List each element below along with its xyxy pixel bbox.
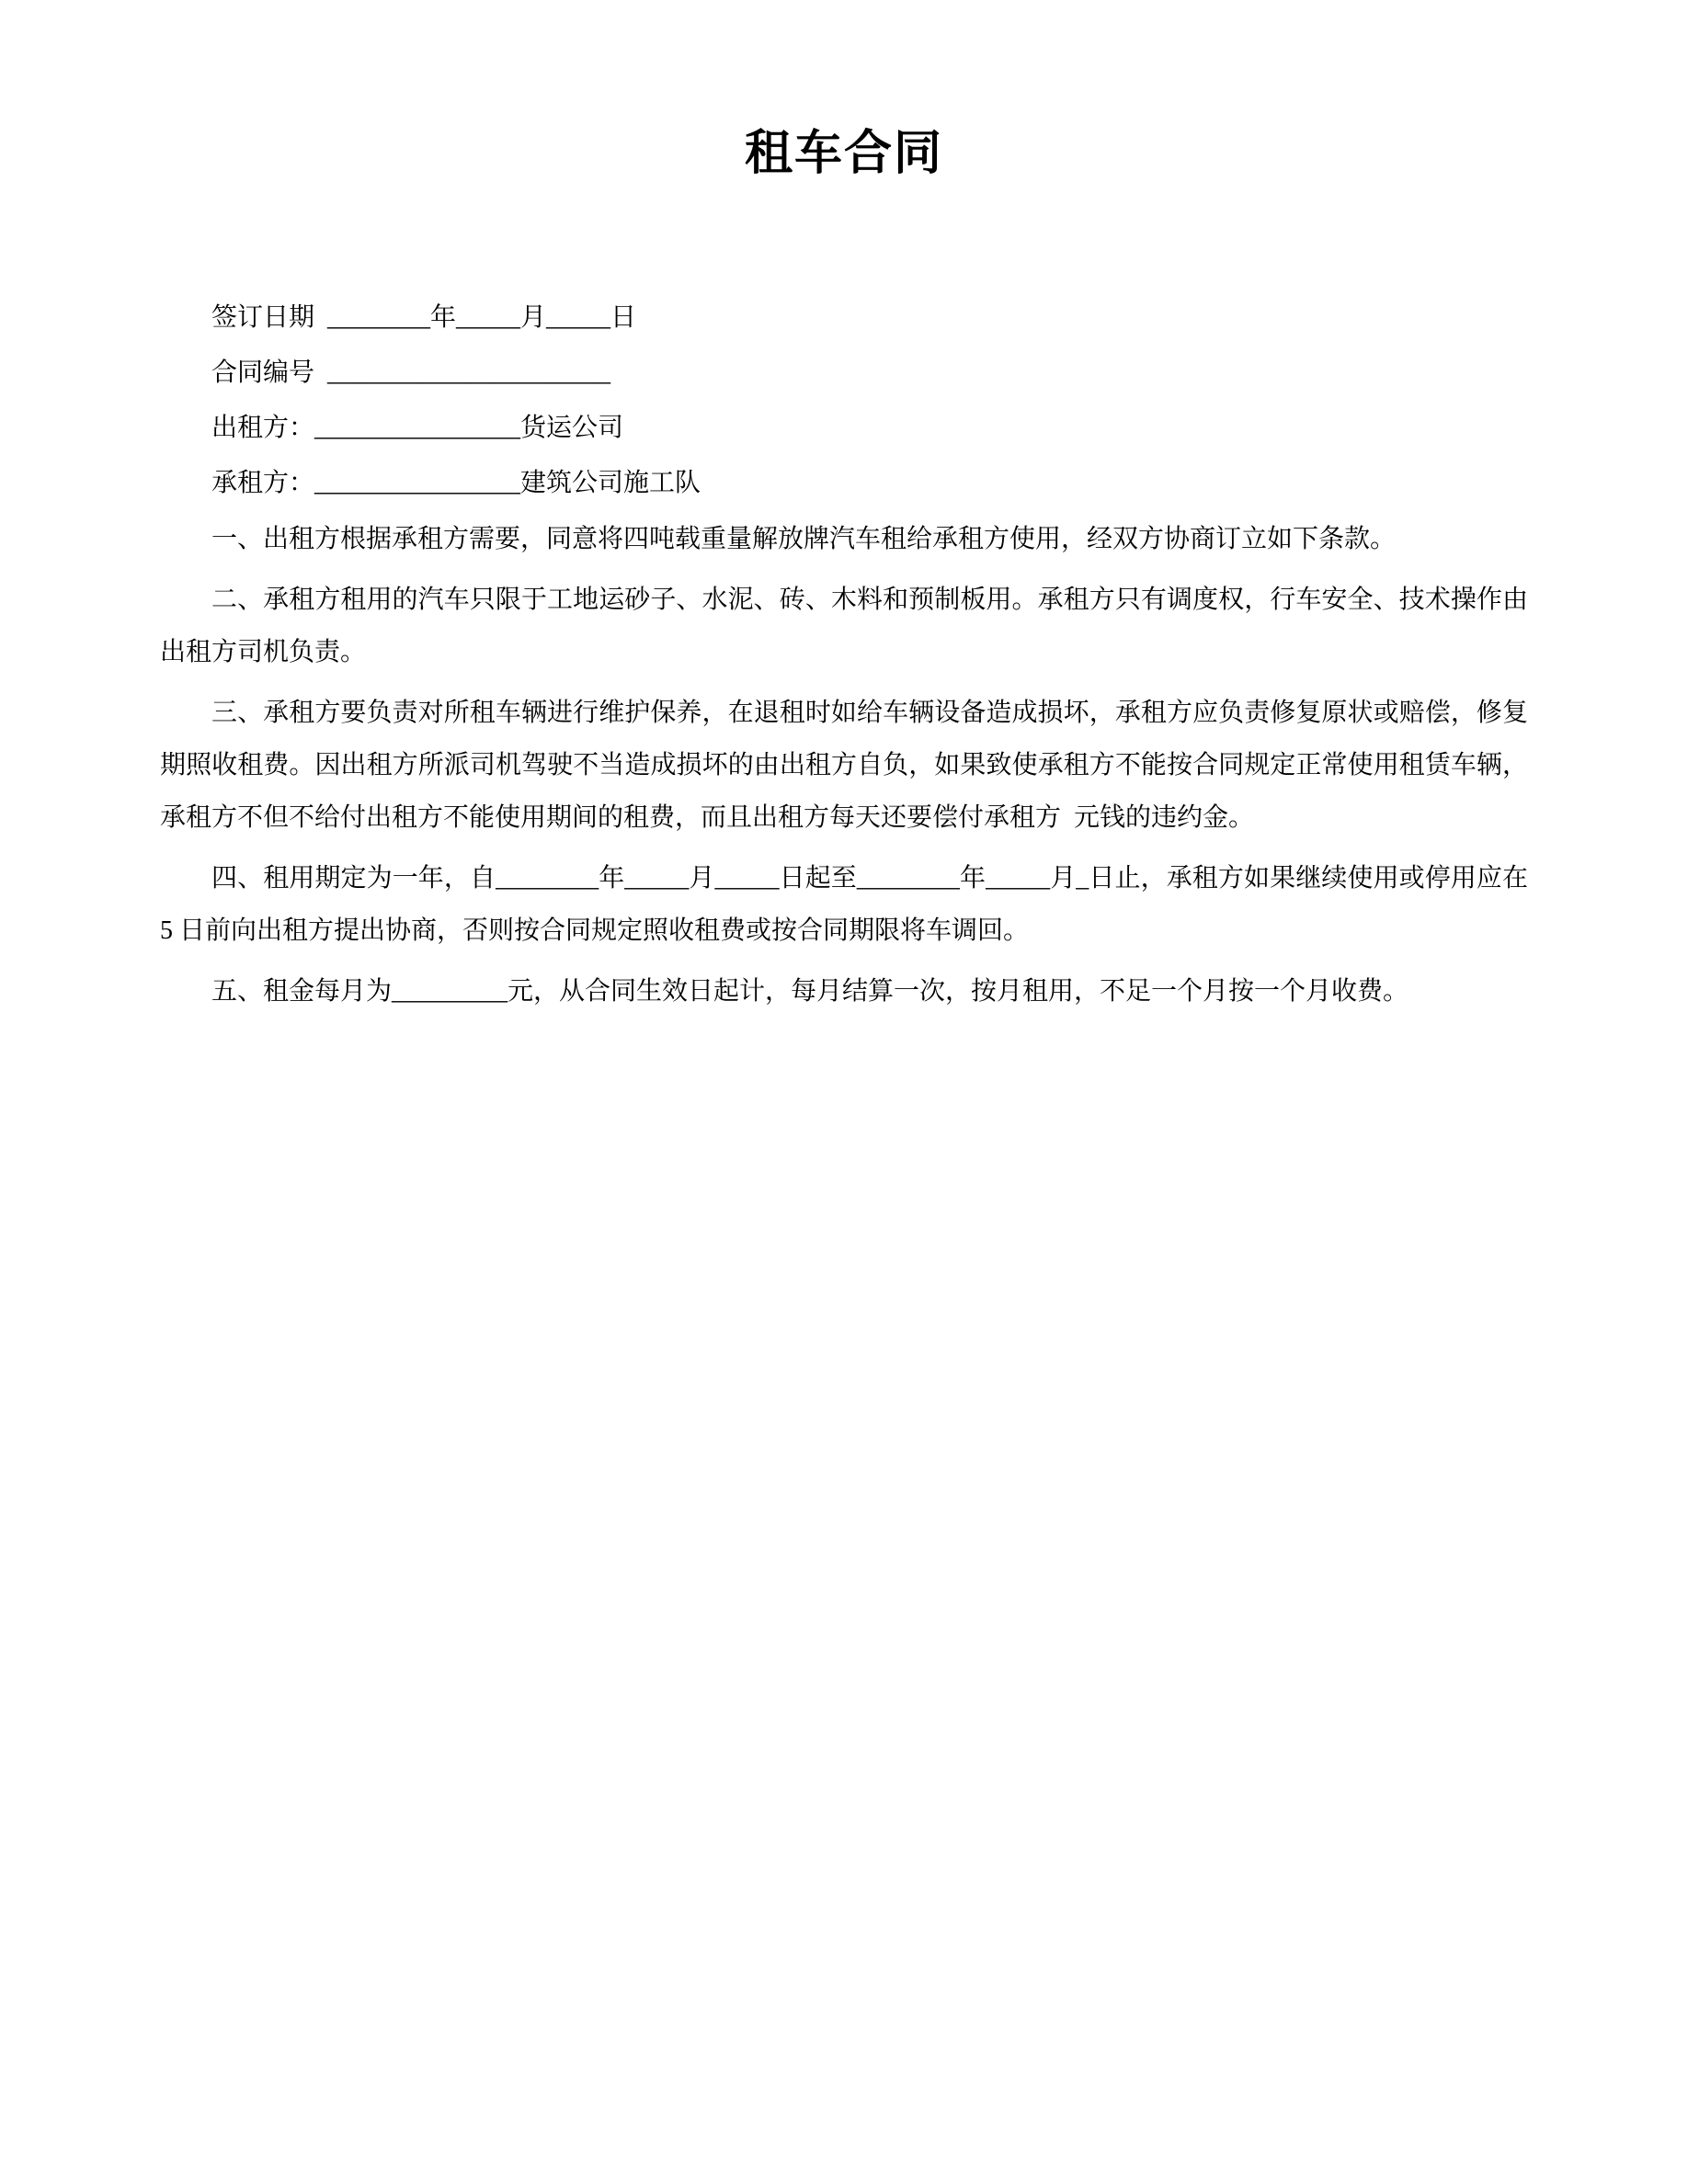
clause-1: 一、出租方根据承租方需要，同意将四吨载重量解放牌汽车租给承租方使用，经双方协商订立如下条款。	[211, 524, 1397, 553]
field-lessee: 承租方：________________建筑公司施工队	[211, 468, 701, 497]
header-fields	[160, 290, 1528, 511]
field-lessor: 出租方：________________货运公司	[211, 413, 624, 442]
clause-4: 四、租用期定为一年，自________年_____月_____日起至________年_____月_日止，承租方如果继续使用或停用应在 5 日前向出租方提出协商，否则按合同规定照收租费或按合同期限将车调回。	[160, 863, 1534, 945]
document-title: 租车合同	[744, 127, 943, 180]
contract-clauses	[160, 513, 1534, 1018]
clause-2: 二、承租方租用的汽车只限于工地运砂子、水泥、砖、木料和预制板用。承租方只有调度权，行车安全、技术操作由出租方司机负责。	[160, 585, 1528, 666]
field-contract-number: 合同编号 ______________________	[211, 358, 611, 387]
clause-5: 五、租金每月为_________元，从合同生效日起计，每月结算一次，按月租用，不足一个月按一个月收费。	[211, 976, 1409, 1006]
field-signing-date: 签订日期 ________年_____月_____日	[211, 302, 637, 332]
clause-3: 三、承租方要负责对所租车辆进行维护保养，在退租时如给车辆设备造成损坏，承租方应负责修复原状或赔偿，修复期照收租费。因出租方所派司机驾驶不当造成损坏的由出租方自负，如果致使承租方不能按合同规定正常使用租赁车辆，承租方不但不给付出租方不能使用期间的租费，而且出租方每天还要偿付承租方 元钱的违约金。	[160, 698, 1528, 832]
